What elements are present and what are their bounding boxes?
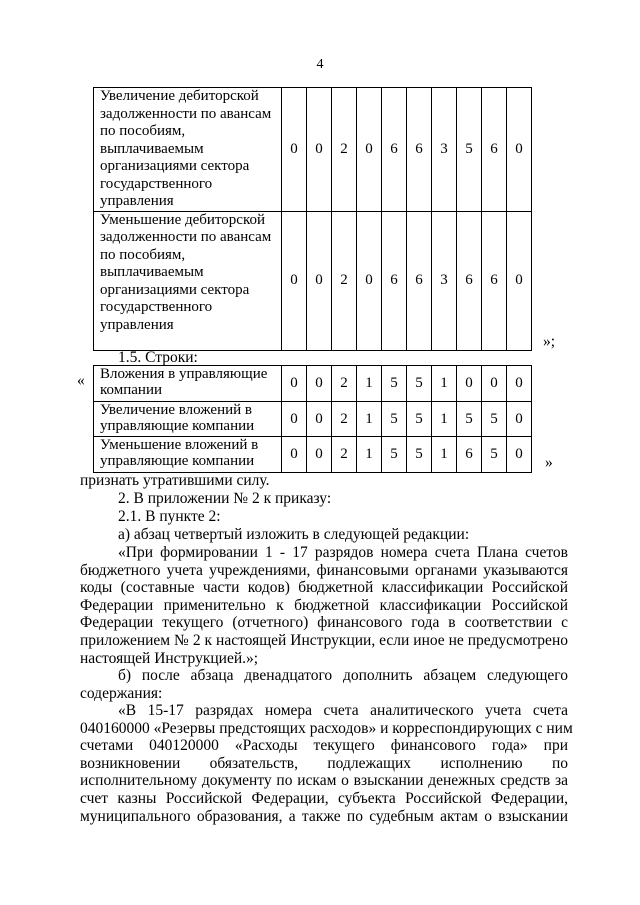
code-digit: 0 (307, 402, 332, 437)
code-digit: 0 (282, 437, 307, 473)
code-digit: 0 (507, 437, 532, 473)
invalidate-line: признать утратившими силу. (80, 472, 270, 489)
code-digit: 5 (457, 88, 482, 212)
code-digit: 0 (507, 402, 532, 437)
code-digit: 3 (432, 211, 457, 350)
code-digit: 1 (357, 402, 382, 437)
code-digit: 0 (482, 366, 507, 402)
section-heading: 1.5. Строки: (118, 349, 198, 366)
row-label: Уменьшение дебиторской задолженности по авансам по пособиям, выплачиваемым организациями сектора государственного управления (94, 211, 282, 350)
code-digit: 6 (407, 88, 432, 212)
code-digit: 5 (382, 366, 407, 402)
text-line: возникновении обязательств, подлежащих исполнению по (80, 754, 568, 772)
code-digit: 1 (432, 366, 457, 402)
table-row (94, 437, 532, 473)
text-line: б) после абзаца двенадцатого дополнить абзацем следующего (118, 667, 568, 684)
text-line: настоящей Инструкцией.»; (80, 649, 259, 667)
code-digit: 5 (482, 437, 507, 473)
text-line: коды (составные части кодов) бюджетной классификации Российской (80, 579, 568, 597)
code-digit: 0 (282, 366, 307, 402)
code-digit: 2 (332, 402, 357, 437)
table1-closing-quote: »; (543, 333, 556, 350)
code-digit: 1 (357, 366, 382, 402)
table-row (94, 211, 532, 350)
text-line: содержания: (80, 684, 163, 702)
point-heading: 2.1. В пункте 2: (118, 508, 221, 525)
row-label: Вложения в управляющие компании (94, 366, 282, 402)
table2-opening-quote: « (77, 372, 85, 389)
text-line: бюджетного учета учреждениями, финансовыми органами указываются (80, 561, 568, 579)
code-digit: 0 (307, 88, 332, 212)
text-line: приложением № 2 к настоящей Инструкции, если иное не предусмотрено (80, 631, 568, 649)
code-digit: 5 (482, 402, 507, 437)
code-digit: 5 (382, 402, 407, 437)
code-digit: 5 (407, 402, 432, 437)
text-line: муниципального образования, а также по судебным актам о взыскании (80, 807, 568, 825)
code-digit: 5 (407, 437, 432, 473)
row-label: Увеличение дебиторской задолженности по авансам по пособиям, выплачиваемым организациями сектора государственного управления (94, 88, 282, 212)
code-digit: 6 (382, 88, 407, 212)
table-row (94, 402, 532, 437)
code-digit: 6 (482, 88, 507, 212)
code-digit: 2 (332, 437, 357, 473)
code-digit: 5 (407, 366, 432, 402)
code-digit: 0 (282, 402, 307, 437)
text-line: Федерации применительно к бюджетной классификации Российской (80, 596, 568, 614)
code-digit: 0 (357, 211, 382, 350)
quote-b-paragraph (80, 702, 573, 825)
code-digit: 1 (357, 437, 382, 473)
code-digit: 0 (507, 366, 532, 402)
item-a-line: а) абзац четвертый изложить в следующей редакции: (118, 526, 470, 543)
code-digit: 0 (282, 211, 307, 350)
code-digit: 0 (507, 211, 532, 350)
text-line: «При формировании 1 - 17 разрядов номера счета Плана счетов (118, 544, 568, 561)
text-line: счетами 040120000 «Расходы текущего финансового года» при (80, 737, 568, 755)
text-line: «В 15-17 разрядах номера счета аналитического учета счета (118, 702, 568, 719)
code-digit: 6 (382, 211, 407, 350)
row-label: Увеличение вложений в управляющие компании (94, 402, 282, 437)
text-line: Федерации текущего (отчетного) финансового года в соответствии с (80, 614, 568, 632)
text-line: исполнительному документу по искам о взыскании денежных средств за (80, 772, 568, 790)
code-digit: 1 (432, 437, 457, 473)
code-digit: 0 (357, 88, 382, 212)
page-number: 4 (316, 57, 324, 72)
budget-code-table-1 (93, 87, 532, 351)
code-digit: 0 (457, 366, 482, 402)
quote-a-paragraph (80, 544, 568, 667)
code-digit: 2 (332, 366, 357, 402)
code-digit: 5 (382, 437, 407, 473)
code-digit: 6 (482, 211, 507, 350)
code-digit: 5 (457, 402, 482, 437)
text-line: 040160000 «Резервы предстоящих расходов» и корреспондирующих с ним (80, 719, 573, 737)
appendix-heading: 2. В приложении № 2 к приказу: (118, 490, 332, 507)
budget-code-table-2 (93, 365, 532, 473)
table-row (94, 366, 532, 402)
code-digit: 0 (307, 211, 332, 350)
code-digit: 3 (432, 88, 457, 212)
table-row (94, 88, 532, 212)
code-digit: 2 (332, 211, 357, 350)
code-digit: 0 (282, 88, 307, 212)
code-digit: 6 (457, 437, 482, 473)
code-digit: 0 (307, 366, 332, 402)
code-digit: 2 (332, 88, 357, 212)
code-digit: 0 (507, 88, 532, 212)
text-line: счет казны Российской Федерации, субъекта Российской Федерации, (80, 789, 568, 807)
table2-closing-quote: » (545, 454, 553, 471)
code-digit: 6 (407, 211, 432, 350)
code-digit: 0 (307, 437, 332, 473)
item-b-paragraph (80, 667, 568, 702)
row-label: Уменьшение вложений в управляющие компании (94, 437, 282, 473)
code-digit: 1 (432, 402, 457, 437)
code-digit: 6 (457, 211, 482, 350)
